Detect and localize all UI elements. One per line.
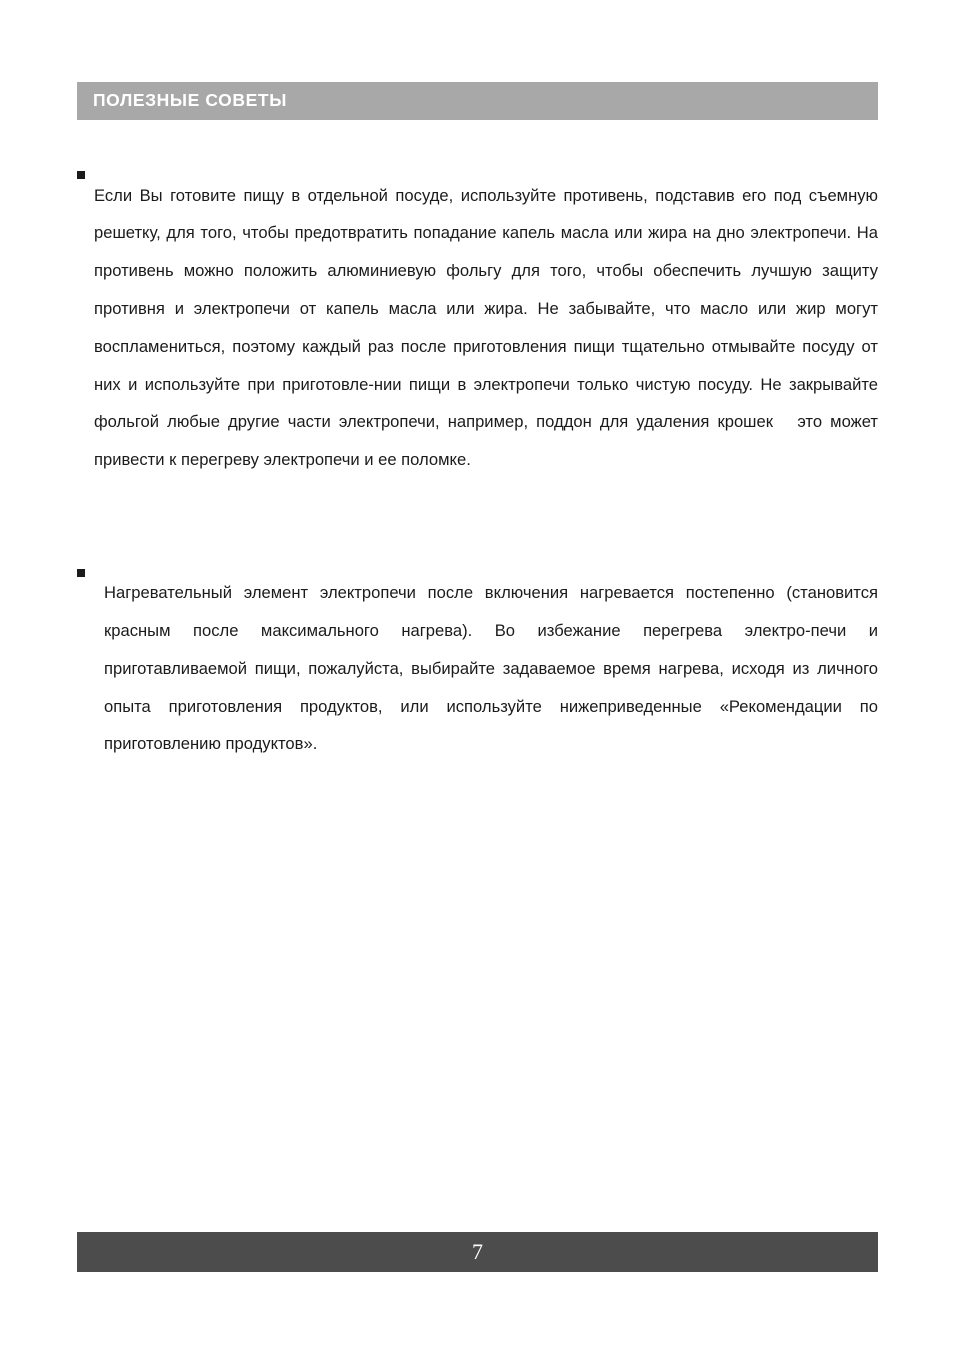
document-content bbox=[77, 160, 883, 780]
square-bullet-icon bbox=[77, 171, 85, 179]
bullet-item bbox=[77, 160, 883, 496]
bullet-item bbox=[77, 558, 883, 780]
square-bullet-icon bbox=[77, 569, 85, 577]
section-header-title: ПОЛЕЗНЫЕ СОВЕТЫ bbox=[93, 90, 287, 111]
footer-band bbox=[77, 1232, 878, 1272]
bullet-paragraph-text: Нагревательный элемент электропечи после включения нагревается постепенно (становится красным после максимального нагрева). Во избежание перегрева электро-печи и приготавливаемой пищи, пожалуйста, выбирайте задаваемое время нагрева, исходя из личного опыта приготовления продуктов, или используйте нижеприведенные «Рекомендации по приготовлению продуктов». bbox=[104, 583, 883, 754]
section-header-band bbox=[77, 82, 878, 120]
bullet-paragraph-text: Если Вы готовите пищу в отдельной посуде, используйте противень, подставив его под съемную решетку, для того, чтобы предотвратить попадание капель масла или жира на дно электропечи. На противень можно положить алюминиевую фольгу для того, чтобы обеспечить лучшую защиту противня и электропечи от капель масла или жира. Не забывайте, что масло или жир могут воспламениться, поэтому каждый раз после приготовления пищи тщательно отмывайте посуду от них и используйте при приготовле-нии пищи в электропечи только чистую посуду. Не закрывайте фольгой любые другие части электропечи, например, поддон для удаления крошек это может привести к перегреву электропечи и ее поломке. bbox=[94, 185, 883, 470]
page-number: 7 bbox=[472, 1239, 483, 1264]
